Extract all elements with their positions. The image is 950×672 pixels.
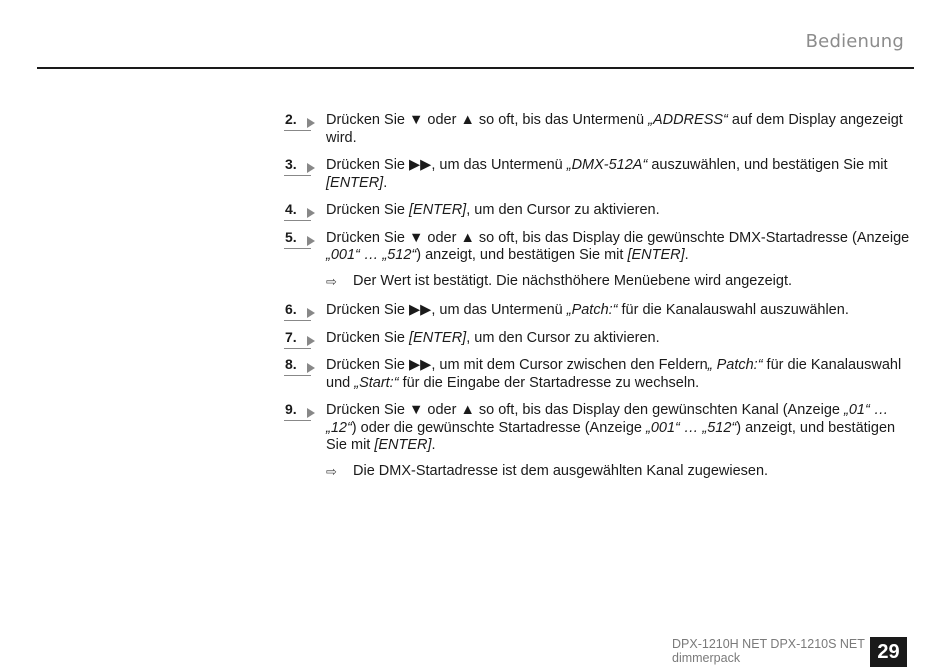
step-text bbox=[326, 357, 901, 391]
step-underline bbox=[284, 220, 311, 221]
step-number: 4. bbox=[285, 201, 297, 217]
step-text-emphasis: „01“ … „12“ bbox=[326, 402, 889, 436]
step-text-emphasis: [ENTER] bbox=[627, 247, 685, 263]
step-text bbox=[326, 112, 903, 146]
step-text-segment: , um den Cursor zu aktivieren. bbox=[466, 329, 660, 346]
step-text-segment: . bbox=[383, 174, 388, 191]
step-item bbox=[284, 202, 916, 220]
step-item bbox=[284, 330, 916, 348]
step-text-segment: so oft, bis das Display den gewünschten Kanal (Anzeige bbox=[474, 402, 844, 418]
step-text-emphasis: „001“ … „512“ bbox=[646, 419, 737, 436]
step-text bbox=[326, 402, 895, 453]
step-text-segment: Drücken Sie bbox=[326, 302, 410, 318]
step-underline bbox=[284, 420, 311, 421]
step-number: 5. bbox=[285, 228, 297, 245]
page-number: 29 bbox=[870, 637, 907, 667]
step-item bbox=[284, 357, 916, 392]
step-text-emphasis: „001“ … „512“ bbox=[326, 247, 417, 263]
step-text-segment: ▼ bbox=[409, 229, 424, 246]
step-text-emphasis: „ADDRESS“ bbox=[648, 112, 728, 128]
step-underline bbox=[284, 175, 311, 176]
step-text-segment: . bbox=[684, 247, 689, 263]
step-arrow-icon bbox=[307, 363, 315, 373]
step-text-segment: für die Kanalauswahl und bbox=[326, 357, 902, 391]
step-text-segment: Drücken Sie bbox=[326, 202, 410, 218]
step-number: 2. bbox=[285, 111, 297, 127]
step-text-segment: ) anzeigt, und bestätigen Sie mit bbox=[416, 247, 628, 263]
step-arrow-icon bbox=[307, 408, 315, 418]
step-text-emphasis: [ENTER] bbox=[326, 174, 384, 191]
step-item bbox=[284, 112, 916, 147]
step-text bbox=[326, 302, 849, 318]
step-underline bbox=[284, 348, 311, 349]
step-item bbox=[284, 302, 916, 320]
step-text-segment: , um mit dem Cursor zwischen den Feldern bbox=[431, 357, 708, 373]
step-text-emphasis: „Start:“ bbox=[354, 374, 399, 391]
step-text-segment: Drücken Sie bbox=[326, 157, 410, 173]
step-number: 8. bbox=[285, 356, 297, 372]
footer-model-line1: DPX-1210H NET DPX-1210S NET bbox=[672, 637, 865, 651]
step-text bbox=[326, 330, 660, 346]
step-text-emphasis: „DMX-512A“ bbox=[566, 157, 648, 173]
step-item bbox=[284, 402, 916, 455]
step-text bbox=[326, 230, 909, 264]
step-text-segment: Drücken Sie bbox=[326, 229, 410, 246]
step-text-segment: ) oder die gewünschte Startadresse (Anzeige bbox=[351, 419, 646, 436]
section-title: Bedienung bbox=[805, 31, 904, 52]
step-text-segment: oder bbox=[423, 112, 461, 128]
step-text-segment: ▼ bbox=[409, 112, 424, 128]
step-result bbox=[284, 463, 916, 481]
step-result-text: Die DMX-Startadresse ist dem ausgewählten Kanal zugewiesen. bbox=[353, 462, 769, 479]
step-text-segment: ▲ bbox=[460, 229, 475, 246]
step-text-emphasis: „Patch:“ bbox=[566, 302, 618, 318]
step-text-segment: . bbox=[431, 437, 436, 453]
step-text-segment: oder bbox=[423, 402, 461, 418]
step-text-segment: so oft, bis das Untermenü bbox=[474, 112, 649, 128]
step-text-segment: , um den Cursor zu aktivieren. bbox=[466, 202, 660, 218]
step-arrow-icon bbox=[307, 163, 315, 173]
step-arrow-icon bbox=[307, 118, 315, 128]
step-text-segment: , um das Untermenü bbox=[431, 157, 567, 173]
arrow-right-outline-icon: ⇨ bbox=[326, 273, 337, 289]
step-text bbox=[326, 202, 660, 218]
step-text-segment: für die Kanalauswahl auszuwählen. bbox=[617, 302, 849, 318]
step-text-segment: , um das Untermenü bbox=[431, 302, 567, 318]
step-text-segment: ▶▶ bbox=[409, 302, 432, 318]
step-number: 6. bbox=[285, 301, 297, 317]
step-underline bbox=[284, 248, 311, 249]
step-text-segment: Drücken Sie bbox=[326, 357, 410, 373]
step-text-emphasis: [ENTER] bbox=[409, 202, 467, 218]
step-underline bbox=[284, 375, 311, 376]
step-number: 7. bbox=[285, 328, 297, 345]
step-number: 9. bbox=[285, 401, 297, 417]
step-text-segment: ▲ bbox=[460, 402, 475, 418]
step-text-emphasis: [ENTER] bbox=[409, 329, 467, 346]
step-number: 3. bbox=[285, 156, 297, 172]
step-result-text: Der Wert ist bestätigt. Die nächsthöhere Menüebene wird angezeigt. bbox=[353, 272, 793, 289]
step-text-segment: für die Eingabe der Startadresse zu wechseln. bbox=[398, 374, 700, 391]
step-list bbox=[284, 112, 916, 492]
step-text-segment: auf dem Display angezeigt wird. bbox=[326, 112, 903, 146]
footer-model-line2: dimmerpack bbox=[672, 651, 741, 665]
step-arrow-icon bbox=[307, 236, 315, 246]
step-text-segment: ▲ bbox=[460, 112, 475, 128]
step-text bbox=[326, 157, 888, 191]
step-text-segment: so oft, bis das Display die gewünschte DMX-Startadresse (Anzeige bbox=[474, 229, 910, 246]
step-item bbox=[284, 157, 916, 192]
step-text-segment: ▼ bbox=[409, 402, 424, 418]
step-text-segment: Drücken Sie bbox=[326, 329, 410, 346]
step-item bbox=[284, 230, 916, 265]
step-text-segment: oder bbox=[423, 229, 461, 246]
step-text-segment: Drücken Sie bbox=[326, 402, 410, 418]
step-text-segment: auszuwählen, und bestätigen Sie mit bbox=[647, 157, 888, 173]
step-text-segment: Drücken Sie bbox=[326, 112, 410, 128]
step-result bbox=[284, 273, 916, 291]
step-text-segment: ▶▶ bbox=[409, 157, 432, 173]
step-underline bbox=[284, 320, 311, 321]
header-rule bbox=[37, 67, 914, 69]
arrow-right-outline-icon: ⇨ bbox=[326, 463, 337, 479]
step-arrow-icon bbox=[307, 308, 315, 318]
step-underline bbox=[284, 130, 311, 131]
step-text-segment: ) anzeigt, und bestätigen Sie mit bbox=[326, 419, 896, 453]
step-text-emphasis: [ENTER] bbox=[374, 437, 432, 453]
step-arrow-icon bbox=[307, 336, 315, 346]
footer-model-info bbox=[672, 637, 865, 665]
step-text-segment: ▶▶ bbox=[409, 357, 432, 373]
step-arrow-icon bbox=[307, 208, 315, 218]
step-text-emphasis: „ Patch:“ bbox=[707, 357, 763, 373]
